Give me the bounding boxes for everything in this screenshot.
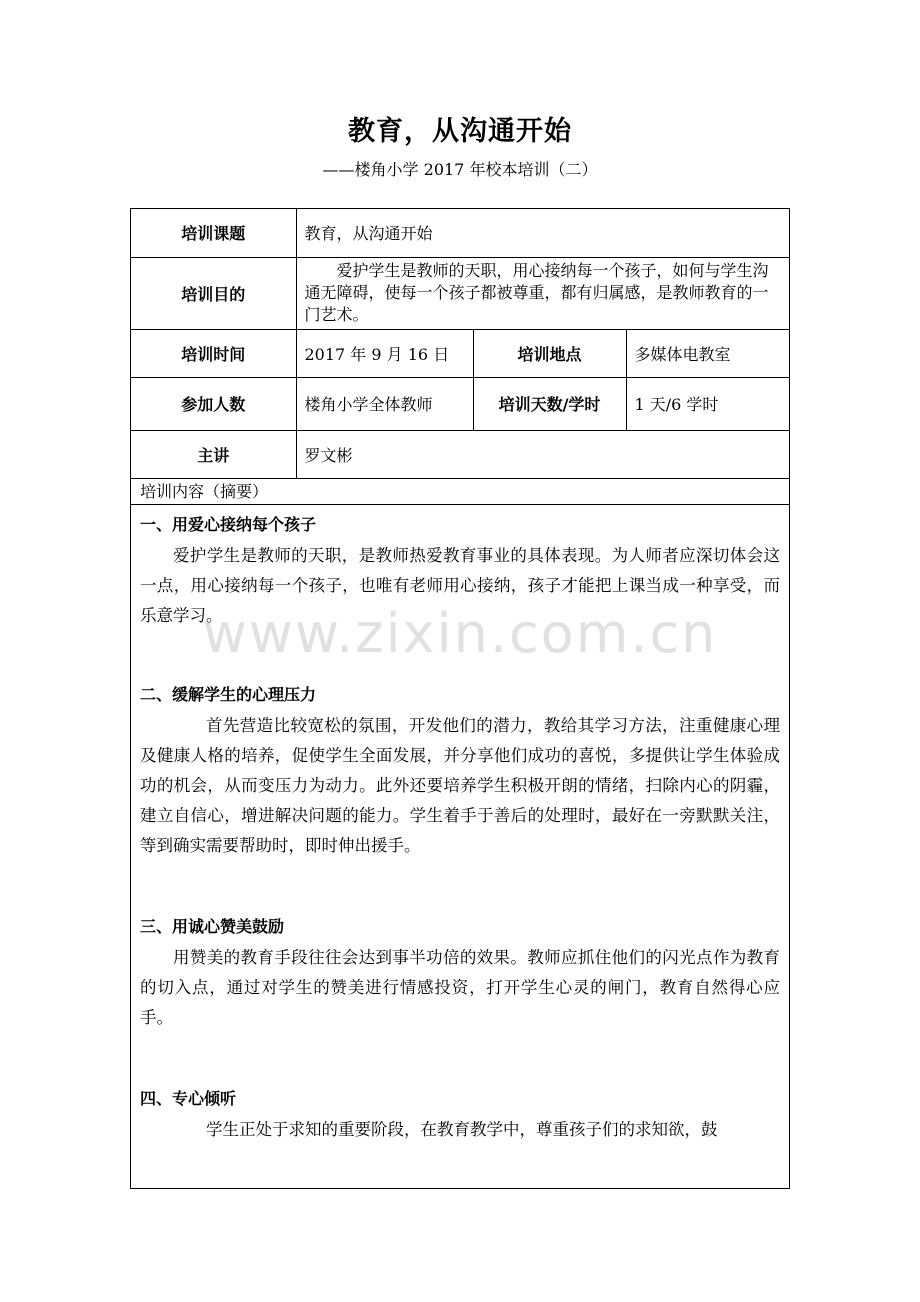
training-info-table: [131, 209, 790, 479]
row-time-location: [131, 329, 790, 377]
section-body-1: 爱护学生是教师的天职，是教师热爱教育事业的具体表现。为人师者应深切体会这一点，用心接纳每一个孩子，也唯有老师用心接纳，孩子才能把上课当成一种享受，而乐意学习。: [140, 545, 780, 625]
participants-label: 参加人数: [131, 377, 296, 430]
participants-value: 楼角小学全体教师: [296, 377, 473, 430]
section-body-4: 学生正处于求知的重要阶段，在教育教学中，尊重孩子们的求知欲，鼓: [206, 1119, 718, 1139]
time-value: 2017 年 9 月 16 日: [296, 329, 473, 377]
training-record-table: [130, 208, 790, 1189]
section-heading-4: 四、专心倾听: [140, 1088, 237, 1108]
topic-value: 教育，从沟通开始: [296, 209, 790, 257]
time-label: 培训时间: [131, 329, 296, 377]
speaker-value: 罗文彬: [296, 430, 790, 478]
speaker-label: 主讲: [131, 430, 296, 478]
topic-label: 培训课题: [131, 209, 296, 257]
document-subtitle: ——楼角小学 2017 年校本培训（二）: [322, 160, 598, 179]
section-heading-1: 一、用爱心接纳每个孩子: [140, 514, 317, 534]
content-summary-header: 培训内容（摘要）: [131, 479, 789, 505]
row-speaker: [131, 430, 790, 478]
section-heading-3: 三、用诚心赞美鼓励: [140, 916, 285, 936]
section-body-3: 用赞美的教育手段往往会达到事半功倍的效果。教师应抓住他们的闪光点作为教育的切入点，通过对学生的赞美进行情感投资，打开学生心灵的闸门，教育自然得心应手。: [140, 947, 780, 1027]
purpose-label: 培训目的: [131, 257, 296, 329]
section-body-2: 首先营造比较宽松的氛围，开发他们的潜力，教给其学习方法，注重健康心理及健康人格的培养，促使学生全面发展，并分享他们成功的喜悦，多提供让学生体验成功的机会，从而变压力为动力。此外还要培养学生积极开朗的情绪，扫除内心的阴霾，建立自信心，增进解决问题的能力。学生着手于善后的处理时，最好在一旁默默关注，等到确实需要帮助时，即时伸出援手。: [140, 715, 780, 855]
location-value: 多媒体电教室: [626, 329, 790, 377]
section-heading-2: 二、缓解学生的心理压力: [140, 684, 317, 704]
row-purpose: [131, 257, 790, 329]
watermark: www.zixin.com.cn: [202, 602, 718, 665]
row-topic: [131, 209, 790, 257]
document-title: 教育，从沟通开始: [348, 116, 572, 147]
duration-value: 1 天/6 学时: [626, 377, 790, 430]
row-participants-duration: [131, 377, 790, 430]
duration-label: 培训天数/学时: [473, 377, 626, 430]
content-summary: [131, 505, 789, 1145]
location-label: 培训地点: [473, 329, 626, 377]
purpose-value: 爱护学生是教师的天职，用心接纳每一个孩子，如何与学生沟通无障碍，使每一个孩子都被尊重，都有归属感，是教师教育的一门艺术。: [296, 257, 790, 329]
